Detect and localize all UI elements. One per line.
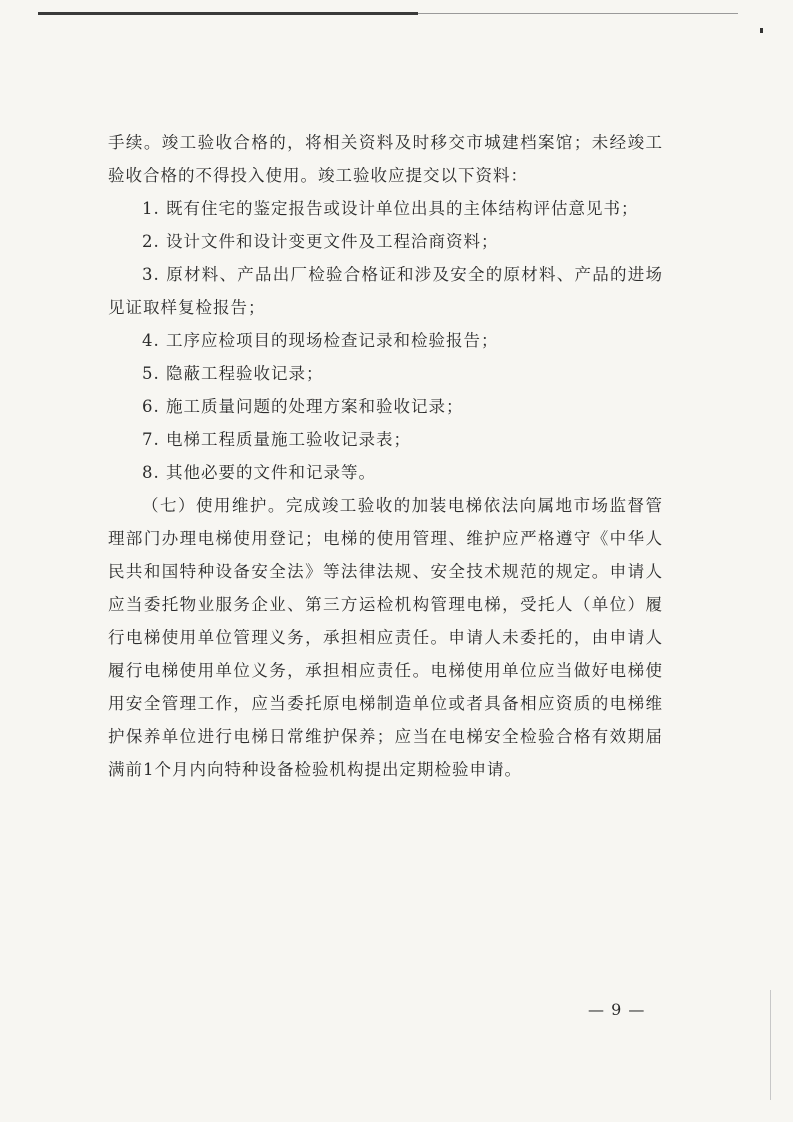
document-body xyxy=(108,126,663,786)
list-item-3: 3. 原材料、产品出厂检验合格证和涉及安全的原材料、产品的进场见证取样复检报告； xyxy=(108,265,663,317)
header-rule-thin xyxy=(418,13,738,14)
paragraph-intro: 手续。竣工验收合格的，将相关资料及时移交市城建档案馆；未经竣工验收合格的不得投入使用。竣工验收应提交以下资料： xyxy=(108,133,663,185)
page-number: — 9 — xyxy=(588,1000,646,1019)
scan-edge-line xyxy=(770,990,771,1100)
list-item-7: 7. 电梯工程质量施工验收记录表； xyxy=(142,430,411,449)
list-item-1: 1. 既有住宅的鉴定报告或设计单位出具的主体结构评估意见书； xyxy=(142,199,639,218)
list-item-2: 2. 设计文件和设计变更文件及工程洽商资料； xyxy=(142,232,499,251)
list-item-8: 8. 其他必要的文件和记录等。 xyxy=(142,463,376,482)
scan-mark xyxy=(760,28,763,33)
header-rule xyxy=(38,12,418,15)
list-item-4: 4. 工序应检项目的现场检查记录和检验报告； xyxy=(142,331,499,350)
list-item-6: 6. 施工质量问题的处理方案和验收记录； xyxy=(142,397,464,416)
paragraph-usage-maintenance: （七）使用维护。完成竣工验收的加装电梯依法向属地市场监督管理部门办理电梯使用登记；电梯的使用管理、维护应严格遵守《中华人民共和国特种设备安全法》等法律法规、安全技术规范的规定。申请人应当委托物业服务企业、第三方运检机构管理电梯，受托人（单位）履行电梯使用单位管理义务，承担相应责任。申请人未委托的，由申请人履行电梯使用单位义务，承担相应责任。电梯使用单位应当做好电梯使用安全管理工作，应当委托原电梯制造单位或者具备相应资质的电梯维护保养单位进行电梯日常维护保养；应当在电梯安全检验合格有效期届满前1个月内向特种设备检验机构提出定期检验申请。 xyxy=(108,496,663,779)
list-item-5: 5. 隐蔽工程验收记录； xyxy=(142,364,324,383)
